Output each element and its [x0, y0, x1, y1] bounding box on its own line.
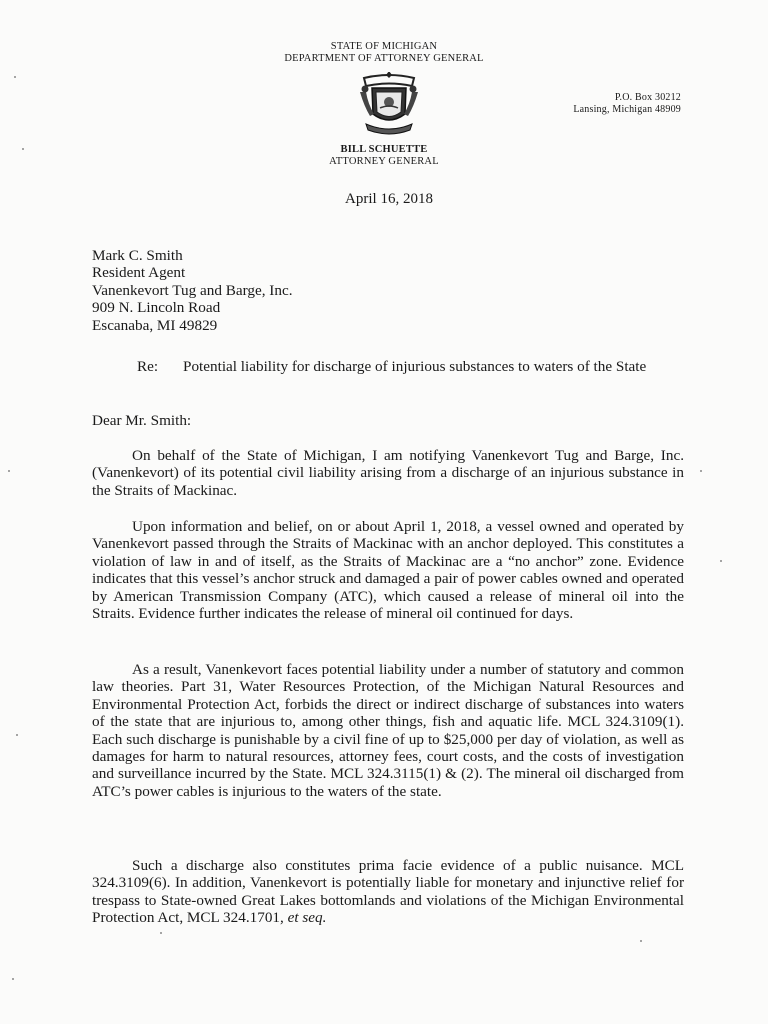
et-seq: et seq. — [287, 909, 327, 927]
scan-speck — [22, 148, 24, 150]
paragraph-incident: Upon information and belief, on or about April 1, 2018, a vessel owned and operated by Vanenkevort passed through the Straits of Mackinac with an anchor deployed. This constitutes a violation of law in and of itself, as the Straits of Mackinac are a “no anchor” zone. Evidence indicates that this vessel’s anchor struck and damaged a pair of power cables owned and operated by American Transmission Company (ATC), which caused a release of mineral oil into the Straits. Evidence further indicates the release of mineral oil continued for days. — [92, 518, 684, 623]
po-box: P.O. Box 30212 — [614, 92, 681, 103]
recipient-street: 909 N. Lincoln Road — [92, 299, 221, 317]
scan-speck — [640, 940, 642, 942]
paragraph-liability: As a result, Vanenkevort faces potential liability under a number of statutory and common law theories. Part 31, Water Resources Protection, of the Michigan Natural Resources and Environmental Protection Act, forbids the direct or indirect discharge of substances into waters of the state that are injurious to, among other things, fish and aquatic life. MCL 324.3109(1). Each such discharge is punishable by a civil fine of up to $25,000 per day of violation, as well as damages for harm to natural resources, attorney fees, court costs, and the costs of investigation and surveillance incurred by the State. MCL 324.3115(1) & (2). The mineral oil discharged from ATC’s power cables is injurious to the waters of the state. — [92, 661, 684, 800]
paragraph-notification: On behalf of the State of Michigan, I am notifying Vanenkevort Tug and Barge, Inc. (Vanenkevort) of its potential civil liability arising from a discharge of an injurious substance in the Straits of Mackinac. — [92, 447, 684, 499]
office-city: Lansing, Michigan 48909 — [573, 104, 681, 115]
salutation: Dear Mr. Smith: — [92, 412, 192, 429]
paragraph-nuisance — [92, 857, 684, 927]
attorney-general-title: ATTORNEY GENERAL — [329, 156, 439, 167]
agency-line-department: DEPARTMENT OF ATTORNEY GENERAL — [284, 53, 484, 64]
re-subject: Potential liability for discharge of injurious substances to waters of the State — [183, 358, 647, 375]
scan-speck — [160, 932, 162, 934]
recipient-title: Resident Agent — [92, 264, 186, 282]
recipient-block — [92, 247, 684, 334]
recipient-city: Escanaba, MI 49829 — [92, 316, 218, 334]
scan-speck — [700, 470, 702, 472]
paragraph-nuisance-text: Such a discharge also constitutes prima facie evidence of a public nuisance. MCL 324.3109(6). In addition, Vanenkevort is potentially liable for monetary and injunctive relief for trespass to State-owned Great Lakes bottomlands and violations of the Michigan Environmental Protection Act, MCL 324.1701, — [92, 857, 684, 927]
attorney-general-name: BILL SCHUETTE — [340, 144, 428, 155]
re-label: Re: — [137, 358, 159, 375]
agency-line-state: STATE OF MICHIGAN — [330, 41, 438, 52]
recipient-company: Vanenkevort Tug and Barge, Inc. — [92, 281, 293, 299]
recipient-name: Mark C. Smith — [92, 247, 183, 264]
michigan-state-seal-icon — [356, 72, 422, 138]
scan-speck — [720, 560, 722, 562]
scan-speck — [8, 470, 10, 472]
scan-speck — [16, 734, 18, 736]
scan-speck — [14, 76, 16, 78]
scan-speck — [12, 978, 14, 980]
letter-date: April 16, 2018 — [345, 191, 433, 207]
